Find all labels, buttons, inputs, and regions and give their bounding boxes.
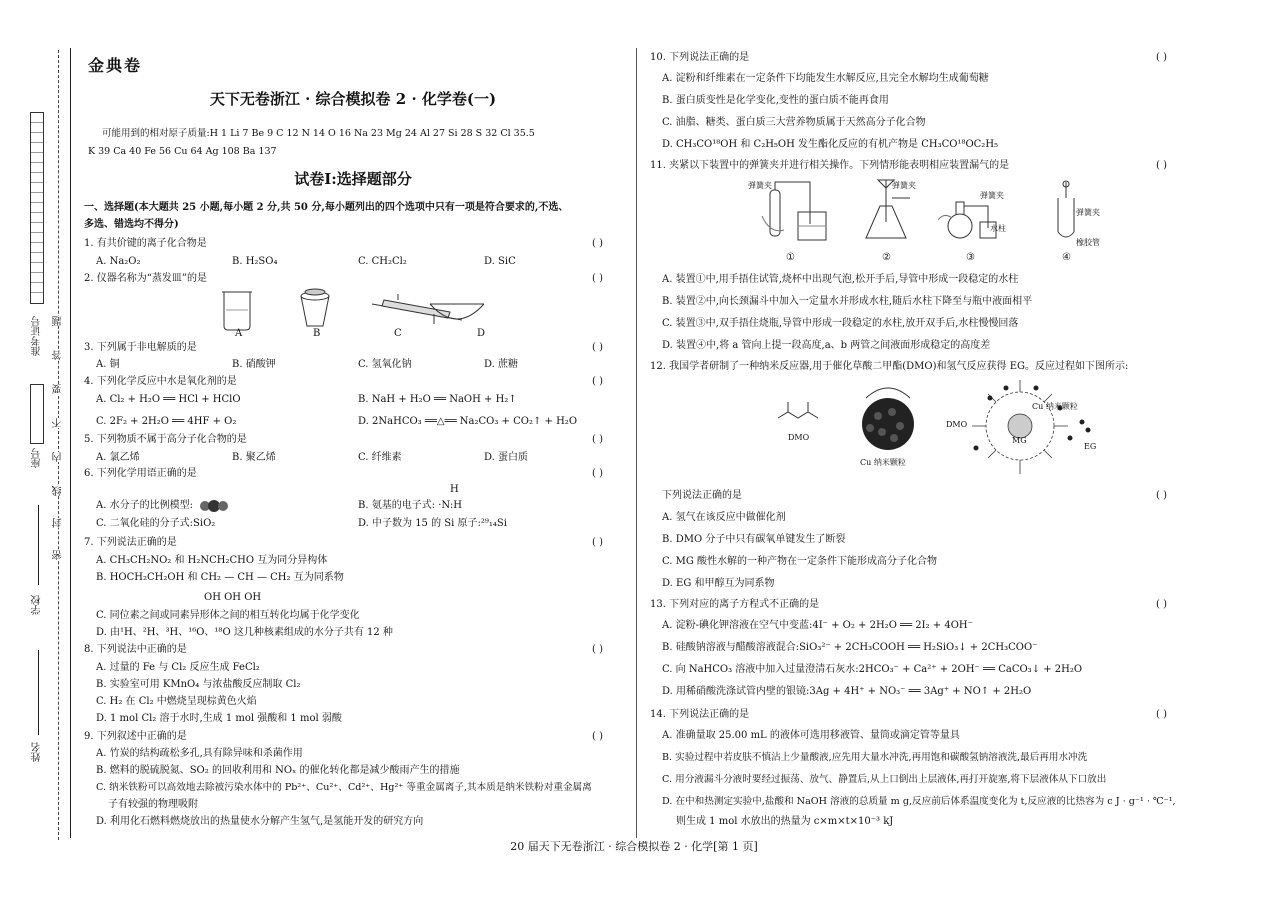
- q9-stem: 9. 下列叙述中正确的是: [84, 731, 187, 742]
- q9-answer-blank: ( ): [592, 731, 603, 742]
- q6-option-a: A. 水分子的比例模型:: [96, 500, 193, 511]
- water-model-icon: [198, 499, 230, 513]
- atomic-masses-line2: K 39 Ca 40 Fe 56 Cu 64 Ag 108 Ba 137: [88, 146, 277, 157]
- q9-option-b: B. 燃料的脱硫脱氮、SO₂ 的回收利用和 NOₓ 的催化转化都是减少酸雨产生的措施: [96, 765, 460, 776]
- column-divider: [636, 48, 637, 838]
- q9-option-c-cont: 子有较强的物理吸附: [108, 799, 198, 810]
- q1-option-d: D. SiC: [484, 256, 516, 267]
- q14-option-a: A. 准确量取 25.00 mL 的液体可选用移液管、量筒或滴定管等量具: [662, 730, 960, 741]
- q11-fig4-clamp-label: 弹簧夹: [1076, 208, 1100, 217]
- q3-answer-blank: ( ): [592, 342, 603, 353]
- q8-option-a: A. 过量的 Fe 与 Cl₂ 反应生成 FeCl₂: [96, 662, 260, 673]
- q6-option-b: B. 氨基的电子式: ·N:H: [358, 500, 462, 511]
- q11-fig1-clamp-label: 弹簧夹: [748, 181, 772, 190]
- q2-apparatus-figure: [212, 286, 512, 338]
- q7-answer-blank: ( ): [592, 537, 603, 548]
- q3-option-c: C. 氢氧化钠: [358, 359, 412, 370]
- name-label: 姓名: [32, 742, 43, 762]
- q13-option-a: A. 淀粉-碘化钾溶液在空气中变蓝:4I⁻ + O₂ + 2H₂O ══ 2I₂ + 4OH⁻: [662, 620, 973, 631]
- q11-fig3-number: ③: [966, 252, 975, 263]
- q8-option-b: B. 实验室可用 KMnO₄ 与浓盐酸反应制取 Cl₂: [96, 679, 301, 690]
- q10-option-c: C. 油脂、糖类、蛋白质三大营养物质属于天然高分子化合物: [662, 117, 926, 128]
- q9-option-c: C. 纳米铁粉可以高效地去除被污染水体中的 Pb²⁺、Cu²⁺、Cd²⁺、Hg²⁺ 等重金属离子,其本质是纳米铁粉对重金属离: [96, 782, 592, 793]
- q12-option-a: A. 氢气在该反应中做催化剂: [662, 512, 786, 523]
- name-line: [38, 650, 39, 735]
- q3-stem: 3. 下列属于非电解质的是: [84, 342, 197, 353]
- q7-stem: 7. 下列说法正确的是: [84, 537, 177, 548]
- q12-reactor-figure: [770, 378, 1100, 478]
- q9-option-d: D. 利用化石燃料燃烧放出的热量使水分解产生氢气,是氢能开发的研究方向: [96, 816, 424, 827]
- q14-option-d-cont: 则生成 1 mol 水放出的热量为 c×m×t×10⁻³ kJ: [676, 816, 894, 827]
- instructions-line2: 多选、错选均不得分): [84, 219, 179, 230]
- q12-stem: 12. 我国学者研制了一种纳米反应器,用于催化草酸二甲酯(DMO)和氢气反应获得 EG。反应过程如下图所示:: [650, 361, 1129, 372]
- q5-option-b: B. 聚乙烯: [232, 452, 276, 463]
- q11-fig1-number: ①: [786, 252, 795, 263]
- q14-option-c: C. 用分液漏斗分液时要经过振荡、放气、静置后,从上口倒出上层液体,再打开旋塞,将下层液体从下口放出: [662, 774, 1107, 785]
- apparatus-3-icon: [938, 202, 996, 238]
- q14-stem: 14. 下列说法正确的是: [650, 709, 750, 720]
- q2-label-b: B: [313, 328, 321, 339]
- q6-option-c: C. 二氧化硅的分子式:SiO₂: [96, 518, 216, 529]
- q14-option-d: D. 在中和热测定实验中,盐酸和 NaOH 溶液的总质量 m g,反应前后体系温度变化为 t,反应液的比热容为 c J · g⁻¹ · ℃⁻¹,: [662, 796, 1176, 807]
- q9-option-a: A. 竹炭的结构疏松多孔,具有除异味和杀菌作用: [96, 748, 303, 759]
- q12-dmo-label-2: DMO: [946, 420, 968, 429]
- q6-option-d: D. 中子数为 15 的 Si 原子:²⁹₁₄Si: [358, 518, 507, 529]
- q3-option-b: B. 硝酸钾: [232, 359, 276, 370]
- q12-cu-label: Cu 纳米颗粒: [860, 458, 906, 467]
- q10-option-d: D. CH₃CO¹⁸OH 和 C₂H₅OH 发生酯化反应的有机产物是 CH₃CO¹⁸OC₂H₅: [662, 139, 999, 150]
- q11-option-d: D. 装置④中,将 a 管向上提一段高度,a、b 两管之间液面形成稳定的高度差: [662, 340, 991, 351]
- q11-option-b: B. 装置②中,向长颈漏斗中加入一定量水并形成水柱,随后水柱下降至与瓶中液面相平: [662, 296, 1033, 307]
- q12-cu-label-2: Cu 纳米颗粒: [1032, 402, 1078, 411]
- q13-option-b: B. 硅酸钠溶液与醋酸溶液混合:SiO₃²⁻ + 2CH₃COOH ══ H₂SiO₃↓ + 2CH₃COO⁻: [662, 642, 1038, 653]
- exam-number-label: 准考证号: [32, 316, 43, 356]
- q3-option-a: A. 铜: [96, 359, 120, 370]
- q12-dmo-label: DMO: [788, 433, 810, 442]
- q10-option-a: A. 淀粉和纤维素在一定条件下均能发生水解反应,且完全水解均生成葡萄糖: [662, 73, 989, 84]
- q11-fig4-number: ④: [1062, 252, 1071, 263]
- q4-option-d: D. 2NaHCO₃ ══△══ Na₂CO₃ + CO₂↑ + H₂O: [358, 416, 578, 427]
- atomic-masses-line1: 可能用到的相对原子质量:H 1 Li 7 Be 9 C 12 N 14 O 16 Na 23 Mg 24 Al 27 Si 28 S 32 Cl 35.5: [102, 128, 535, 139]
- q10-answer-blank: ( ): [1156, 52, 1167, 63]
- q1-option-b: B. H₂SO₄: [232, 256, 278, 267]
- molecule-dots-icon: [974, 386, 1091, 451]
- seal-word: 要: [53, 384, 64, 394]
- q8-option-d: D. 1 mol Cl₂ 溶于水时,生成 1 mol 强酸和 1 mol 弱酸: [96, 713, 342, 724]
- section-title: 试卷Ⅰ:选择题部分: [294, 170, 412, 188]
- q13-option-c: C. 向 NaHCO₃ 溶液中加入过量澄清石灰水:2HCO₃⁻ + Ca²⁺ + 2OH⁻ ══ CaCO₃↓ + 2H₂O: [662, 664, 1083, 675]
- q8-stem: 8. 下列说法中正确的是: [84, 644, 187, 655]
- q1-option-c: C. CH₂Cl₂: [358, 256, 407, 267]
- q7-option-b: B. HOCH₂CH₂OH 和 CH₂ — CH — CH₂ 互为同系物: [96, 572, 344, 583]
- cu-nanoparticle-icon: [862, 398, 914, 450]
- school-line: [38, 505, 39, 585]
- hydrogen-arrow-icon: [866, 388, 910, 398]
- q12-substem: 下列说法正确的是: [662, 490, 742, 501]
- q14-option-b: B. 实验过程中若皮肤不慎沾上少量酸液,应先用大量水冲洗,再用饱和碳酸氢钠溶液洗,最后再用水冲洗: [662, 752, 1088, 763]
- q4-answer-blank: ( ): [592, 376, 603, 387]
- brand-label: 金典卷: [88, 56, 143, 75]
- school-label: 学校: [32, 595, 43, 615]
- q11-option-c: C. 装置③中,双手捂住烧瓶,导管中形成一段稳定的水柱,放开双手后,水柱慢慢回落: [662, 318, 1019, 329]
- q12-mg-label: MG: [1012, 436, 1027, 445]
- q1-option-a: A. Na₂O₂: [96, 256, 141, 267]
- q13-option-d: D. 用稀硝酸洗涤试管内壁的银镜:3Ag + 4H⁺ + NO₃⁻ ══ 3Ag⁺ + NO↑ + 2H₂O: [662, 686, 1032, 697]
- q13-answer-blank: ( ): [1156, 599, 1167, 610]
- seal-word: 答: [53, 350, 64, 360]
- q11-fig3-clamp-label: 弹簧夹: [980, 191, 1004, 200]
- q1-answer-blank: ( ): [592, 238, 603, 249]
- q4-option-c: C. 2F₂ + 2H₂O ══ 4HF + O₂: [96, 416, 237, 427]
- q5-stem: 5. 下列物质不属于高分子化合物的是: [84, 434, 247, 445]
- q12-eg-label: EG: [1084, 442, 1097, 451]
- q7-option-b-substituents: OH OH OH: [204, 592, 262, 603]
- seal-word: 线: [53, 486, 64, 496]
- seal-word: 封: [53, 518, 64, 528]
- q12-option-c: C. MG 酸性水解的一种产物在一定条件下能形成高分子化合物: [662, 556, 938, 567]
- q8-option-c: C. H₂ 在 Cl₂ 中燃烧呈现棕黄色火焰: [96, 696, 257, 707]
- page-title: 天下无卷浙江 · 综合模拟卷 2 · 化学卷(一): [209, 90, 497, 108]
- q6-electron-h: H: [450, 484, 459, 495]
- seal-word: 题: [53, 316, 64, 326]
- q2-label-c: C: [394, 328, 402, 339]
- q2-answer-blank: ( ): [592, 273, 603, 284]
- q11-option-a: A. 装置①中,用手捂住试管,烧杯中出现气泡,松开手后,导管中形成一段稳定的水柱: [662, 274, 1019, 285]
- q1-stem: 1. 有共价键的离子化合物是: [84, 238, 207, 249]
- q4-option-b: B. NaH + H₂O ══ NaOH + H₂↑: [358, 394, 517, 405]
- exam-number-grid: [30, 112, 44, 304]
- q3-option-d: D. 蔗糖: [484, 359, 519, 370]
- apparatus-4-icon: [1058, 181, 1074, 237]
- q7-option-d: D. 由¹H、²H、³H、¹⁶O、¹⁸O 这几种核素组成的水分子共有 12 种: [96, 627, 393, 638]
- q2-label-a: A: [235, 328, 243, 339]
- q12-answer-blank: ( ): [1156, 490, 1167, 501]
- q12-option-b: B. DMO 分子中只有碳氧单键发生了断裂: [662, 534, 846, 545]
- seat-number-box: [30, 384, 44, 444]
- q5-option-c: C. 纤维素: [358, 452, 402, 463]
- binding-sidebar: [0, 0, 70, 900]
- seal-word: 密: [53, 550, 64, 560]
- q11-answer-blank: ( ): [1156, 160, 1167, 171]
- q14-answer-blank: ( ): [1156, 709, 1167, 720]
- condenser-icon: [372, 294, 462, 324]
- evaporating-dish-icon: [430, 304, 484, 319]
- crucible-icon: [301, 289, 329, 326]
- q4-stem: 4. 下列化学反应中水是氧化剂的是: [84, 376, 237, 387]
- q2-stem: 2. 仪器名称为“蒸发皿”的是: [84, 273, 207, 284]
- q2-label-d: D: [477, 328, 486, 339]
- q10-stem: 10. 下列说法正确的是: [650, 52, 750, 63]
- instructions-line1: 一、选择题(本大题共 25 小题,每小题 2 分,共 50 分,每小题列出的四个选项中只有一项是符合要求的,不选、: [84, 202, 569, 213]
- q5-option-a: A. 氯乙烯: [96, 452, 140, 463]
- q11-fig3-water-label: 水柱: [990, 224, 1006, 233]
- q11-fig2-number: ②: [882, 252, 891, 263]
- left-column: [72, 0, 634, 840]
- q4-option-a: A. Cl₂ + H₂O ══ HCl + HClO: [96, 394, 241, 405]
- q11-stem: 11. 夹紧以下装置中的弹簧夹并进行相关操作。下列情形能表明相应装置漏气的是: [650, 160, 1010, 171]
- q12-option-d: D. EG 和甲醇互为同系物: [662, 578, 775, 589]
- seat-number-label: 座号: [32, 448, 43, 468]
- page-footer: 20 届天下无卷浙江 · 综合模拟卷 2 · 化学[第 1 页]: [510, 840, 758, 853]
- q5-option-d: D. 蛋白质: [484, 452, 529, 463]
- seal-word: 不: [53, 418, 64, 428]
- q6-answer-blank: ( ): [592, 468, 603, 479]
- q13-stem: 13. 下列对应的离子方程式不正确的是: [650, 599, 820, 610]
- q7-option-c: C. 同位素之间或同素异形体之间的相互转化均属于化学变化: [96, 610, 360, 621]
- q7-option-a: A. CH₃CH₂NO₂ 和 H₂NCH₂CHO 互为同分异构体: [96, 555, 328, 566]
- dmo-molecule-icon: [778, 402, 818, 418]
- q10-option-b: B. 蛋白质变性是化学变化,变性的蛋白质不能再食用: [662, 95, 889, 106]
- beaker-icon: [222, 292, 252, 330]
- reactor-particle-icon: [972, 380, 1068, 474]
- q6-stem: 6. 下列化学用语正确的是: [84, 468, 197, 479]
- seal-dashed-line: [58, 50, 59, 840]
- q11-fig4-tube-label: 橡胶管: [1076, 238, 1100, 247]
- q5-answer-blank: ( ): [592, 434, 603, 445]
- left-margin-rule: [70, 48, 71, 838]
- q8-answer-blank: ( ): [592, 644, 603, 655]
- q11-apparatus-figure: [740, 176, 1120, 256]
- seal-word: 内: [53, 452, 64, 462]
- q11-fig2-clamp-label: 弹簧夹: [892, 181, 916, 190]
- right-column: [640, 0, 1230, 840]
